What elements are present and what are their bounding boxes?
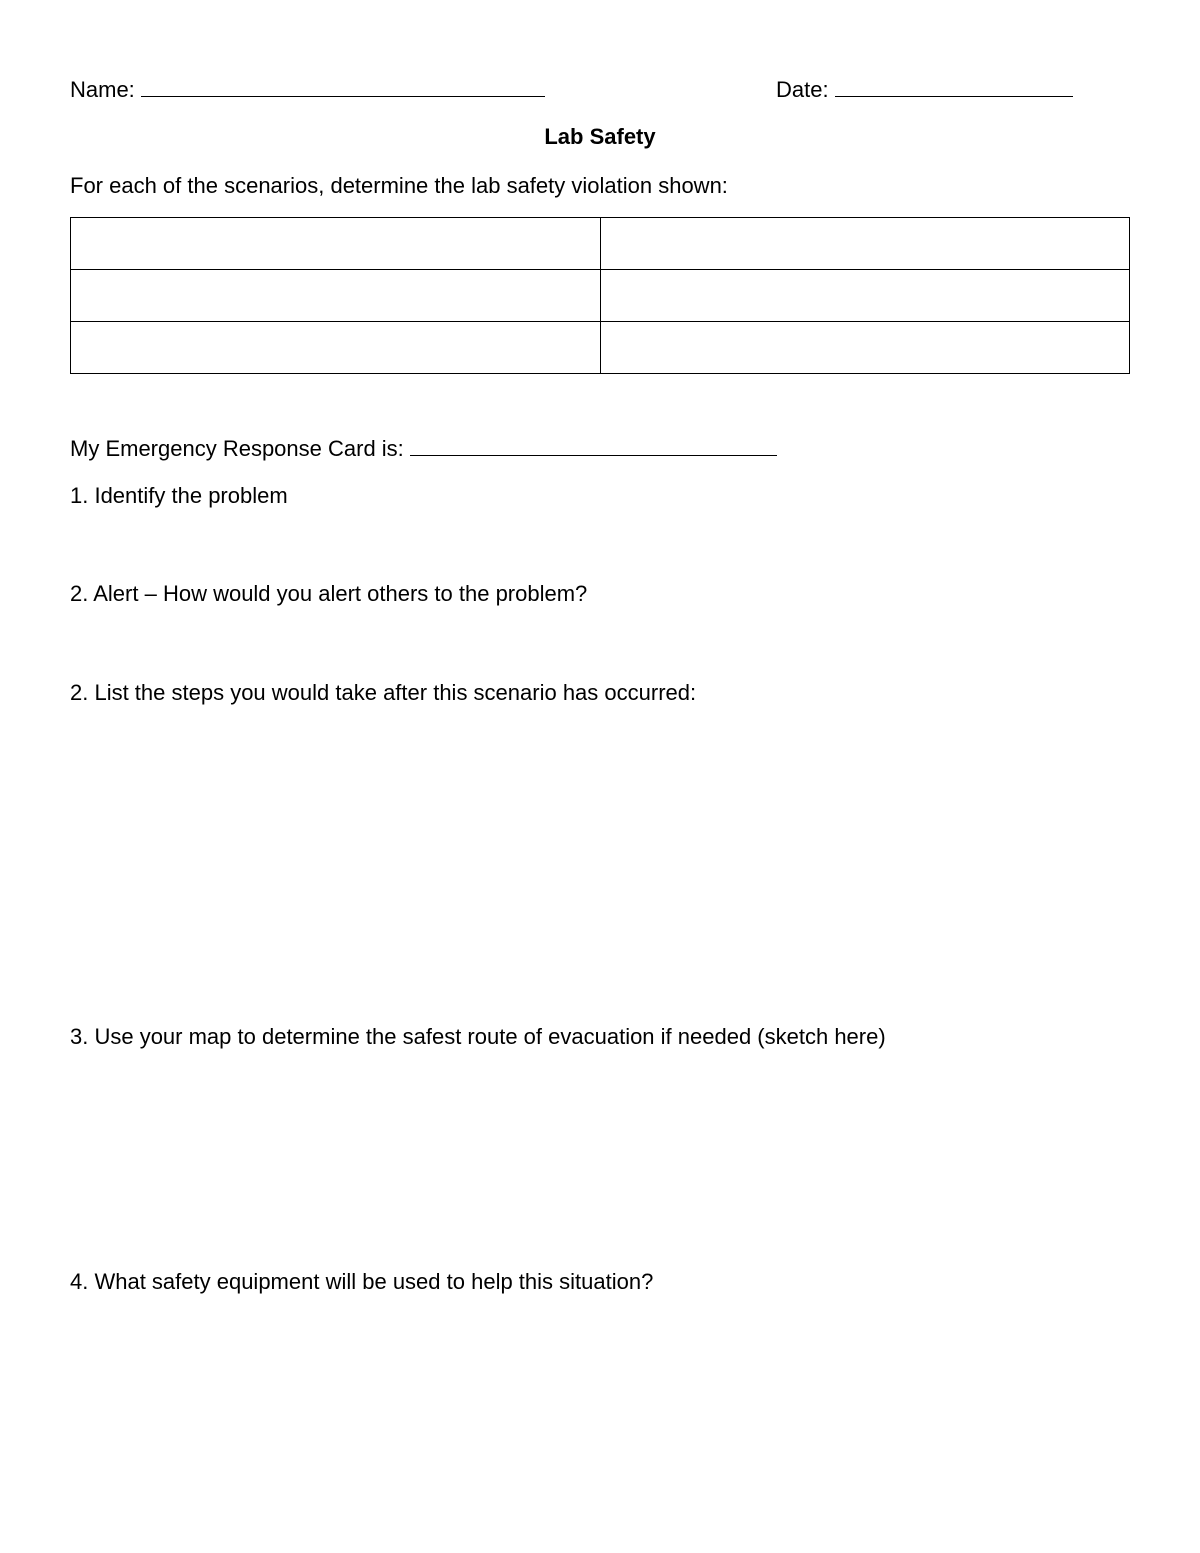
emergency-card-row — [70, 435, 777, 462]
table-cell[interactable] — [600, 218, 1130, 270]
scenario-table — [70, 217, 1130, 374]
table-cell[interactable] — [600, 322, 1130, 374]
table-cell[interactable] — [71, 218, 601, 270]
table-cell[interactable] — [71, 322, 601, 374]
question-list-steps: 2. List the steps you would take after this scenario has occurred: — [70, 680, 697, 705]
date-field-row — [776, 76, 1073, 103]
scenario-instructions: For each of the scenarios, determine the lab safety violation shown: — [70, 173, 728, 198]
question-alert: 2. Alert – How would you alert others to the problem? — [70, 581, 588, 606]
question-safety-equipment: 4. What safety equipment will be used to help this situation? — [70, 1269, 654, 1294]
date-label: Date: — [776, 77, 829, 102]
emergency-card-label: My Emergency Response Card is: — [70, 436, 404, 461]
name-label: Name: — [70, 77, 135, 102]
question-evacuation-route: 3. Use your map to determine the safest route of evacuation if needed (sketch here) — [70, 1024, 886, 1049]
page-title: Lab Safety — [544, 124, 656, 149]
name-field-row — [70, 76, 545, 103]
table-row — [71, 218, 1130, 270]
table-row — [71, 322, 1130, 374]
question-identify-problem: 1. Identify the problem — [70, 483, 288, 508]
table-cell[interactable] — [71, 270, 601, 322]
date-blank-line[interactable] — [835, 76, 1073, 97]
table-row — [71, 270, 1130, 322]
table-cell[interactable] — [600, 270, 1130, 322]
emergency-card-blank-line[interactable] — [410, 435, 777, 456]
name-blank-line[interactable] — [141, 76, 545, 97]
